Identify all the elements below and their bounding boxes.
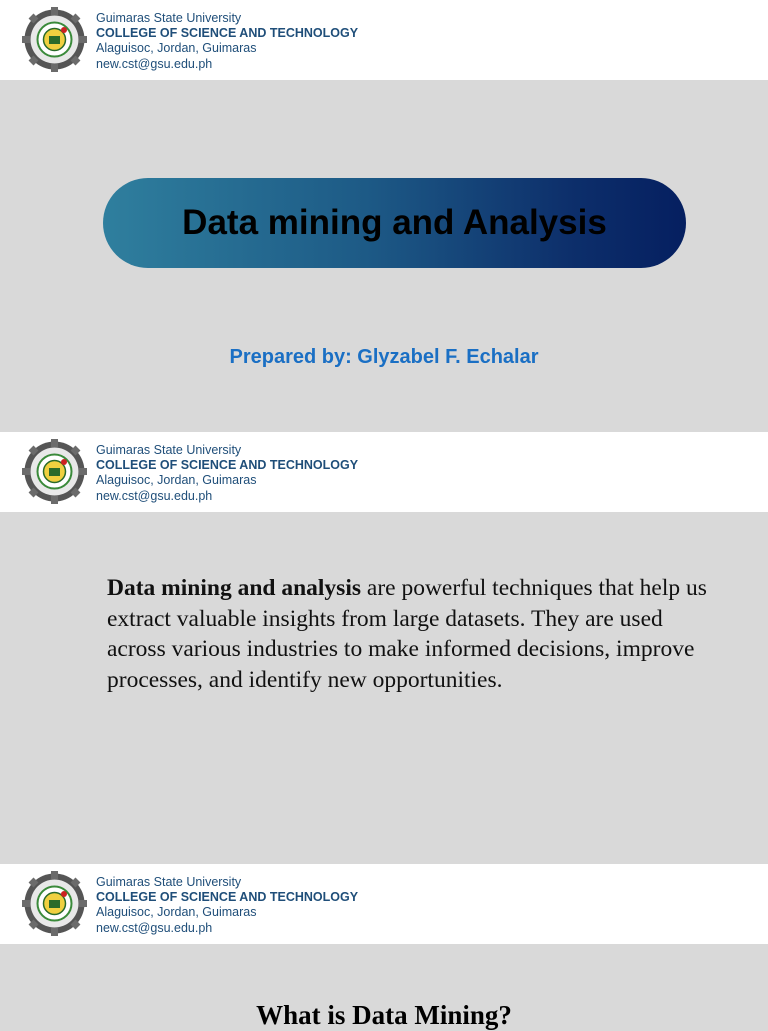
email: new.cst@gsu.edu.ph xyxy=(96,56,213,71)
header-text xyxy=(96,11,358,72)
header-2 xyxy=(0,432,768,512)
university-seal-icon xyxy=(22,871,87,936)
university-seal-icon xyxy=(22,7,87,72)
college-name: COLLEGE OF SCIENCE AND TECHNOLOGY xyxy=(96,890,359,905)
college-name: COLLEGE OF SCIENCE AND TECHNOLOGY xyxy=(96,458,359,473)
header-text xyxy=(96,875,358,936)
email: new.cst@gsu.edu.ph xyxy=(96,488,213,503)
college-name: COLLEGE OF SCIENCE AND TECHNOLOGY xyxy=(96,26,359,41)
address: Alaguisoc, Jordan, Guimaras xyxy=(96,473,257,488)
university-name: Guimaras State University xyxy=(96,443,242,457)
title-banner xyxy=(103,178,686,268)
intro-paragraph xyxy=(107,573,707,695)
section-heading: What is Data Mining? xyxy=(256,1000,512,1030)
email: new.cst@gsu.edu.ph xyxy=(96,920,213,935)
address: Alaguisoc, Jordan, Guimaras xyxy=(96,41,257,56)
slide-title: Data mining and Analysis xyxy=(182,203,607,242)
prepared-by: Prepared by: Glyzabel F. Echalar xyxy=(229,346,539,368)
intro-body: are powerful techniques that help us extract valuable insights from large datasets. They are used across various industries to make informed decisions, improve processes, and identify new opportunities. xyxy=(107,575,707,693)
intro-bold-lead: Data mining and analysis xyxy=(107,575,362,601)
university-name: Guimaras State University xyxy=(96,11,242,25)
address: Alaguisoc, Jordan, Guimaras xyxy=(96,905,257,920)
header-3 xyxy=(0,864,768,944)
university-name: Guimaras State University xyxy=(96,875,242,889)
university-seal-icon xyxy=(22,439,87,504)
header-1 xyxy=(0,0,768,80)
header-text xyxy=(96,443,358,504)
